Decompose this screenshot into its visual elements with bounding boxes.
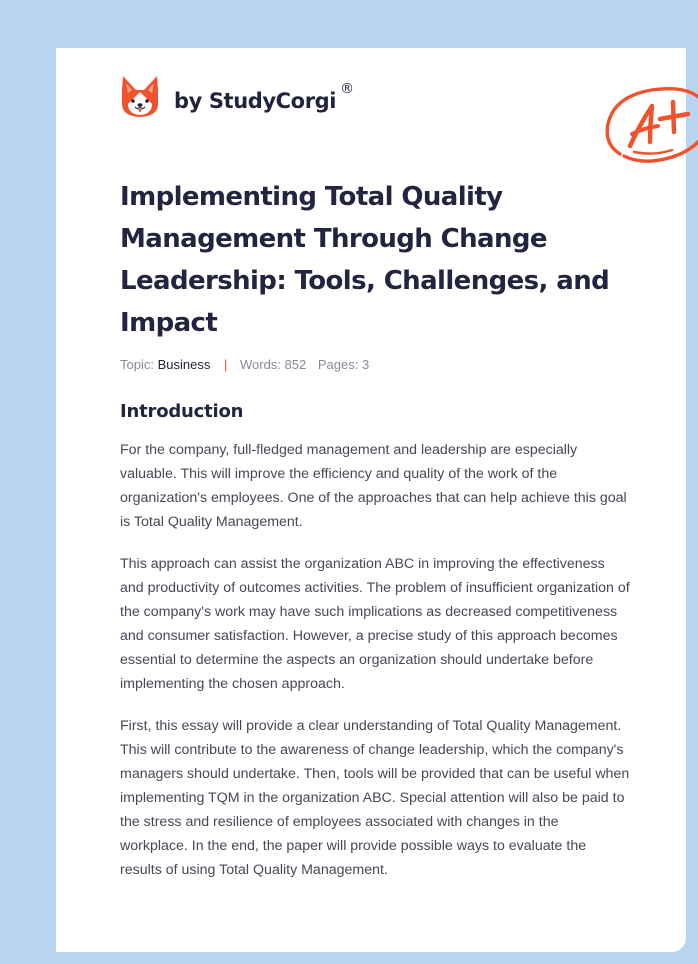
paragraph: This approach can assist the organization ABC in improving the effectiveness and productivity of outcomes activities. The problem of insufficient organization of the company's work may have such implications as decreased competitiveness and consumer satisfaction. However, a precise study of this approach becomes essential to determine the aspects an organization should undertake before implementing the chosen approach. — [120, 556, 630, 692]
meta-separator: | — [223, 357, 228, 372]
corgi-logo-icon — [120, 74, 160, 120]
paragraph: First, this essay will provide a clear understanding of Total Quality Management. This will contribute to the awareness of change leadership, which the company's managers should undertake. Then, tools will be provided that can be useful when implementing TQM in the organization ABC. Special attention will also be paid to the stress and resilience of employees associated with changes in the workplace. In the end, the paper will provide possible ways to evaluate the results of using Total Quality Management. — [120, 718, 630, 878]
words-label: Words: — [239, 357, 281, 372]
registered-mark: ® — [340, 81, 355, 97]
words-count: 852 — [284, 357, 307, 372]
pages-count: 3 — [361, 357, 370, 372]
section-heading-introduction: Introduction — [120, 401, 244, 422]
document-content — [120, 176, 630, 882]
page-title: Implementing Total Quality Management Through Change Leadership: Tools, Challenges, and Impact — [120, 182, 610, 338]
a-plus-grade-icon — [602, 84, 698, 166]
paragraph: For the company, full-fledged management and leadership are especially valuable. This will improve the efficiency and quality of the work of the organization's employees. One of the approaches that can help achieve this goal is Total Quality Management. — [120, 442, 627, 530]
studycorgi-logo[interactable] — [120, 74, 354, 120]
document-meta — [120, 356, 630, 374]
topic-link[interactable]: Business — [157, 357, 211, 372]
header — [120, 74, 650, 154]
brand-name: by StudyCorgi — [174, 89, 337, 113]
pages-label: Pages: — [317, 357, 359, 372]
topic-label: Topic: — [120, 357, 154, 372]
document-card — [56, 48, 686, 952]
